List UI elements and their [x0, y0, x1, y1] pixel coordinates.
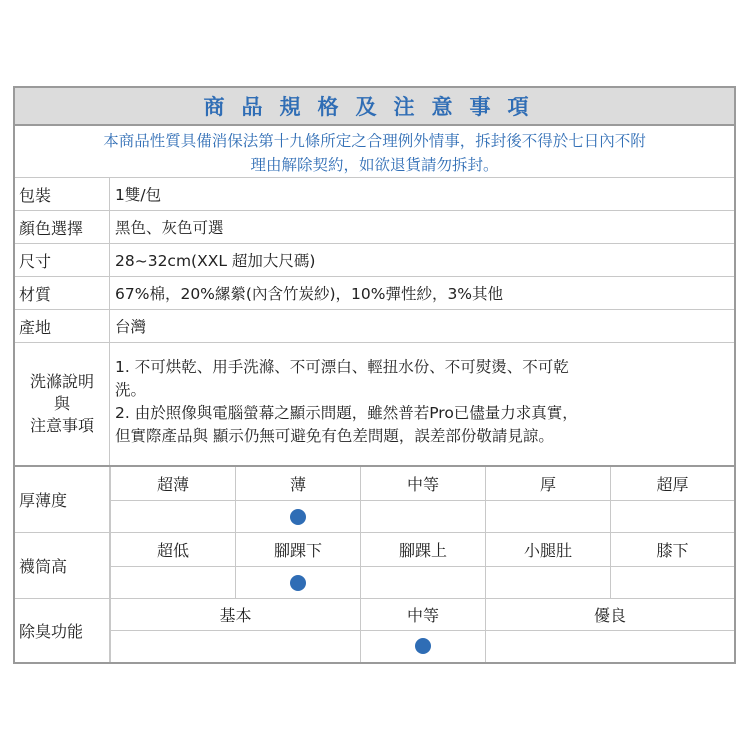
- spec-label: 產地: [15, 310, 110, 342]
- sock-height-option: 膝下: [610, 533, 734, 566]
- page-title: 商品規格及注意事項: [15, 88, 734, 126]
- care-text: [115, 343, 730, 465]
- spec-value: 1雙/包: [115, 186, 162, 204]
- care-label: [15, 343, 110, 465]
- sock-height-label: 襪筒高: [15, 533, 110, 598]
- spec-row-color: [15, 211, 734, 244]
- care-label-line-1: 洗滌說明: [29, 372, 94, 391]
- deodorize-slot: [360, 630, 485, 662]
- thickness-slot: [610, 500, 734, 533]
- spec-row-origin: [15, 310, 734, 343]
- sock-height-option: 小腿肚: [485, 533, 610, 566]
- deodorize-label: 除臭功能: [15, 599, 110, 662]
- spec-label: 顏色選擇: [15, 211, 110, 243]
- thickness-slot: [235, 500, 360, 533]
- deodorize-scale: [15, 599, 734, 662]
- deodorize-slot: [485, 630, 734, 662]
- spec-label: 包裝: [15, 178, 110, 210]
- notice-line-1: 本商品性質具備消保法第十九條所定之合理例外情事，拆封後不得於七日內不附: [103, 132, 646, 150]
- thickness-slot: [110, 500, 235, 533]
- deodorize-slot: [110, 630, 360, 662]
- notice-line-2: 理由解除契約，如欲退貨請勿拆封。: [250, 156, 499, 174]
- sock-height-scale: [15, 533, 734, 599]
- sock-height-option: 超低: [110, 533, 235, 566]
- care-item-1-line-1: 1. 不可烘乾、用手洗滌、不可漂白、輕扭水份、不可熨燙、不可乾: [115, 358, 569, 376]
- sock-height-option: 腳踝上: [360, 533, 485, 566]
- selected-dot-icon: [290, 575, 306, 591]
- care-item-2-line-2: 但實際產品與 顯示仍無可避免有色差問題，誤差部份敬請見諒。: [115, 427, 554, 445]
- deodorize-option: 優良: [485, 599, 734, 630]
- deodorize-option: 基本: [110, 599, 360, 630]
- sock-height-slot: [110, 566, 235, 599]
- care-label-line-3: 注意事項: [29, 416, 94, 435]
- thickness-slot: [485, 500, 610, 533]
- spec-sheet: [13, 86, 736, 664]
- spec-value: 28~32cm(XXL 超加大尺碼): [115, 252, 316, 270]
- sock-height-slot: [610, 566, 734, 599]
- care-label-line-2: 與: [53, 394, 70, 413]
- thickness-label: 厚薄度: [15, 467, 110, 532]
- care-item-1-line-2: 洗。: [115, 381, 147, 399]
- spec-row-material: [15, 277, 734, 310]
- spec-row-packaging: [15, 178, 734, 211]
- spec-label: 尺寸: [15, 244, 110, 276]
- sock-height-slot: [360, 566, 485, 599]
- thickness-option: 厚: [485, 467, 610, 500]
- spec-row-size: [15, 244, 734, 277]
- thickness-slot: [360, 500, 485, 533]
- thickness-option: 超厚: [610, 467, 734, 500]
- selected-dot-icon: [415, 638, 431, 654]
- thickness-option: 超薄: [110, 467, 235, 500]
- spec-value: 黑色、灰色可選: [115, 219, 224, 237]
- return-policy-notice: [15, 126, 734, 178]
- thickness-option: 中等: [360, 467, 485, 500]
- spec-value: 台灣: [115, 318, 147, 336]
- sock-height-slot: [235, 566, 360, 599]
- thickness-option: 薄: [235, 467, 360, 500]
- care-instructions-row: [15, 343, 734, 465]
- spec-value: 67%棉，20%縲縈(內含竹炭紗)，10%彈性紗，3%其他: [115, 285, 504, 303]
- spec-label: 材質: [15, 277, 110, 309]
- sock-height-option: 腳踝下: [235, 533, 360, 566]
- care-item-2-line-1: 2. 由於照像與電腦螢幕之顯示問題，雖然普若Pro已儘量力求真實，: [115, 404, 578, 422]
- deodorize-option: 中等: [360, 599, 485, 630]
- sock-height-slot: [485, 566, 610, 599]
- selected-dot-icon: [290, 509, 306, 525]
- thickness-scale: [15, 467, 734, 533]
